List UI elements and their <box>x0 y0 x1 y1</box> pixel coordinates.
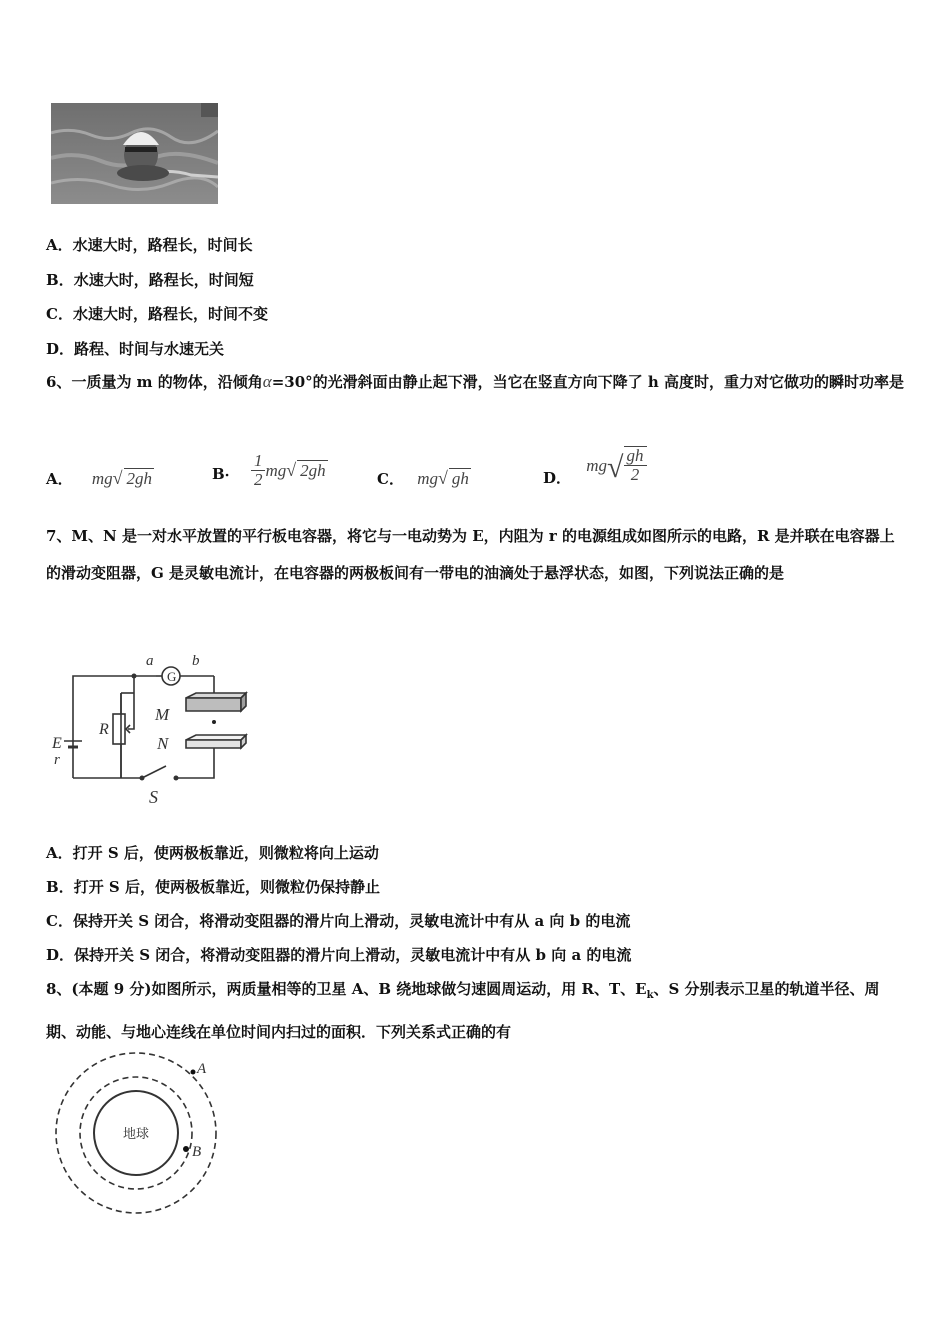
q5-option-d: D．路程、时间与水速无关 <box>46 340 225 358</box>
label-earth: 地球 <box>123 1127 150 1142</box>
q7-option-c: C．保持开关 S 闭合，将滑动变阻器的滑片向上滑动，灵敏电流计中有从 a 向 b 的电流 <box>46 912 631 930</box>
q8-stem: 8、(本题 9 分)如图所示，两质量相等的卫星 A、B 绕地球做匀速圆周运动，用 R、T、$E_k$、S 分别表示卫星的轨道半径、周期、动能、与地心连线在单位时间内扫过的面积．下列关系式正确的有 <box>46 980 880 1041</box>
label-m: M <box>155 705 170 724</box>
q7-option-b: B．打开 S 后，使两极板靠近，则微粒仍保持静止 <box>46 878 380 896</box>
label-s: S <box>149 787 158 807</box>
q8-orbit-figure <box>52 1046 222 1216</box>
q7-circuit-figure <box>46 648 256 808</box>
label-a: a <box>146 653 154 669</box>
q6-option-c: C． mg√ gh <box>377 468 469 488</box>
q6-option-a: A． mg√ 2gh <box>46 468 153 488</box>
label-r-internal: r <box>54 752 60 768</box>
label-satellite-b: B <box>192 1144 202 1160</box>
q5-option-a: A．水速大时，路程长，时间长 <box>46 236 253 254</box>
label-g: G <box>167 669 177 684</box>
label-e: E <box>52 735 62 752</box>
label-r: R <box>99 721 109 738</box>
q6-option-b: B． $\frac{1}{2}$ mg√ 2gh <box>212 451 326 489</box>
q5-option-c: C．水速大时，路程长，时间不变 <box>46 305 268 323</box>
swimmer-photo <box>51 103 218 204</box>
q6-option-d: D． mg√ $\frac{gh}{2}$ <box>543 446 647 490</box>
q5-option-b: B．水速大时，路程长，时间短 <box>46 271 254 289</box>
satellite-b <box>183 1146 189 1152</box>
label-satellite-a: A <box>197 1061 207 1077</box>
q7-stem: 7、M、N 是一对水平放置的平行板电容器，将它与一电动势为 E，内阻为 r 的电源组成如图所示的电路，R 是并联在电容器上的滑动变阻器，G 是灵敏电流计，在电容器的两极板间有一带电的油滴处于悬浮状态，如图，下列说法正确的是 <box>46 527 895 582</box>
q7-option-d: D．保持开关 S 闭合，将滑动变阻器的滑片向上滑动，灵敏电流计中有从 b 向 a 的电流 <box>46 946 632 964</box>
q7-option-a: A．打开 S 后，使两极板靠近，则微粒将向上运动 <box>46 844 379 862</box>
label-b: b <box>192 653 200 669</box>
label-n: N <box>157 734 169 753</box>
q6-stem: 6、一质量为 m 的物体，沿倾角α=30°的光滑斜面由静止起下滑，当它在竖直方向下降了 h 高度时，重力对它做功的瞬时功率是 <box>46 372 904 391</box>
satellite-a <box>191 1070 196 1075</box>
